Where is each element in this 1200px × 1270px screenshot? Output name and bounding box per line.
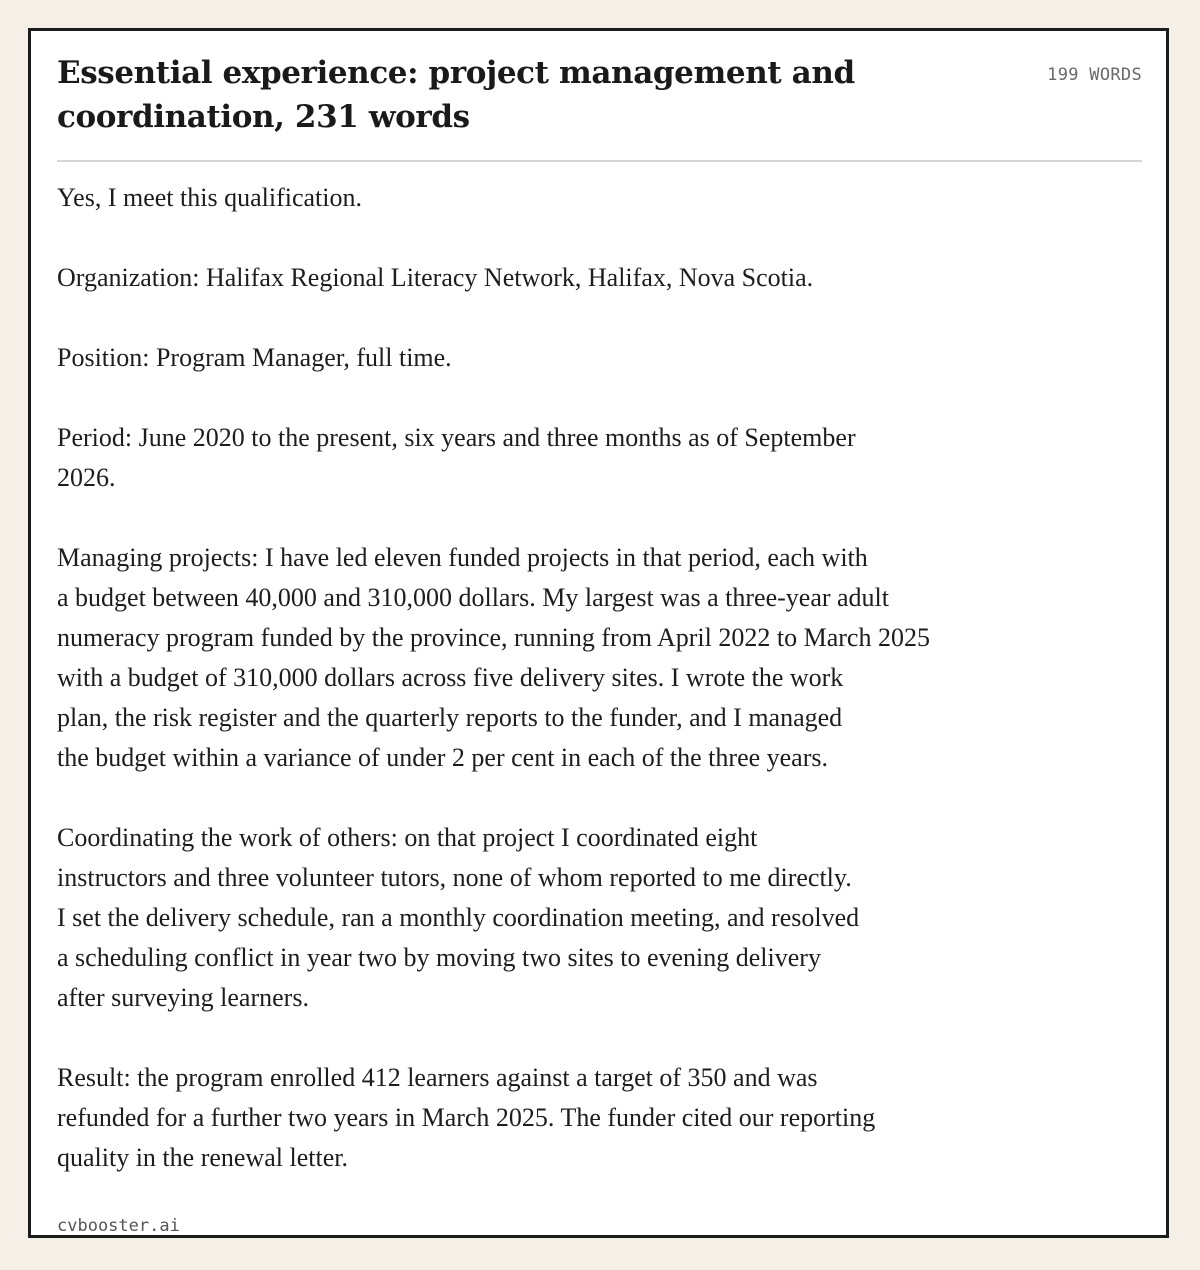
answer-line: the budget within a variance of under 2 per cent in each of the three years. (57, 743, 828, 772)
title-divider (57, 160, 1142, 162)
answer-line: after surveying learners. (57, 983, 309, 1012)
card-title: Essential experience: project management and coordination, 231 words (57, 55, 855, 135)
answer-paragraph (57, 538, 1087, 778)
answer-line: with a budget of 310,000 dollars across five delivery sites. I wrote the work (57, 663, 844, 692)
answer-line: I set the delivery schedule, ran a monthly coordination meeting, and resolved (57, 903, 860, 932)
answer-paragraph (57, 818, 1087, 1018)
answer-paragraph (57, 338, 1087, 378)
answer-line: Position: Program Manager, full time. (57, 343, 452, 372)
answer-line: 2026. (57, 463, 116, 492)
answer-paragraph (57, 258, 1087, 298)
answer-card (28, 28, 1169, 1238)
answer-line: quality in the renewal letter. (57, 1143, 348, 1172)
answer-line: instructors and three volunteer tutors, none of whom reported to me directly. (57, 863, 852, 892)
answer-line: a scheduling conflict in year two by moving two sites to evening delivery (57, 943, 821, 972)
answer-line: a budget between 40,000 and 310,000 dollars. My largest was a three-year adult (57, 583, 889, 612)
footer-brand: cvbooster.ai (57, 1216, 180, 1236)
word-count-badge: 199 WORDS (1047, 65, 1142, 85)
answer-paragraph (57, 418, 1087, 498)
answer-line: Period: June 2020 to the present, six years and three months as of September (57, 423, 856, 452)
answer-paragraph (57, 178, 1087, 218)
answer-line: Yes, I meet this qualification. (57, 183, 362, 212)
answer-line: plan, the risk register and the quarterly reports to the funder, and I managed (57, 703, 843, 732)
answer-line: Coordinating the work of others: on that project I coordinated eight (57, 823, 758, 852)
answer-line: refunded for a further two years in March 2025. The funder cited our reporting (57, 1103, 876, 1132)
answer-line: Organization: Halifax Regional Literacy Network, Halifax, Nova Scotia. (57, 263, 814, 292)
answer-line: Result: the program enrolled 412 learners against a target of 350 and was (57, 1063, 818, 1092)
answer-paragraph (57, 1058, 1087, 1178)
answer-body (57, 178, 1087, 1178)
answer-line: Managing projects: I have led eleven funded projects in that period, each with (57, 543, 868, 572)
answer-line: numeracy program funded by the province, running from April 2022 to March 2025 (57, 623, 930, 652)
